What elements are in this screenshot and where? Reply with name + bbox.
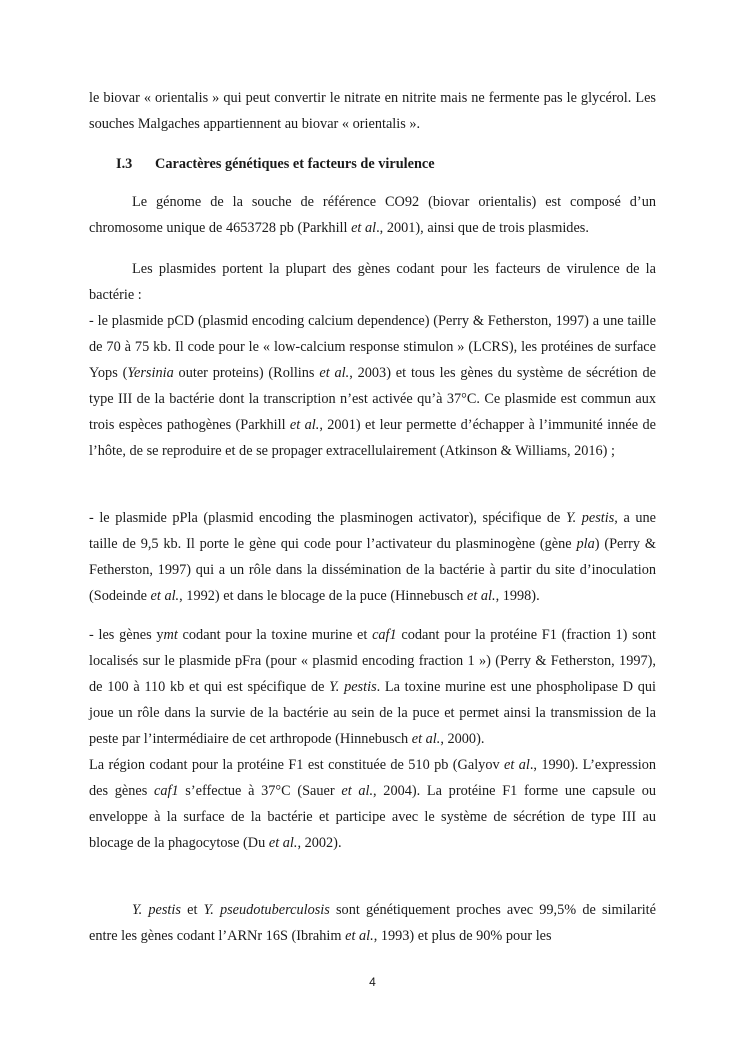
paragraph-biovar-orientalis: le biovar « orientalis » qui peut convertir le nitrate en nitrite mais ne fermente pas le glycérol. Les souches Malgaches appartiennent au biovar « orientalis ». [89,90,656,132]
paragraph-pestis-pseudotuberculosis: Y. pestis et Y. pseudotuberculosis sont génétiquement proches avec 99,5% de similarité entre les gènes codant l’ARNr 16S (Ibrahim et al., 1993) et plus de 90% pour les [89,902,656,944]
paragraph-plasmids-intro: Les plasmides portent la plupart des gènes codant pour les facteurs de virulence de la bactérie : [89,261,656,303]
paragraph-plasmid-pfra: - les gènes ymt codant pour la toxine murine et caf1 codant pour la protéine F1 (fraction 1) sont localisés sur le plasmide pFra (pour « plasmid encoding fraction 1 ») (Perry & Fetherston, 1997), de 100 à 110 kb et qui est spécifique de Y. pestis. La toxine murine est une phospholipase D qui joue un rôle dans la survie de la bactérie au sein de la puce et permet ainsi la transmission de la peste par l’intermédiaire de cet arthropode (Hinnebusch et al., 2000). La région codant pour la protéine F1 est constituée de 510 pb (Galyov et al., 1990). L’expression des gènes caf1 s’effectue à 37°C (Sauer et al., 2004). La protéine F1 forme une capsule ou enveloppe à la surface de la bactérie et participe avec le système de sécrétion de type III au blocage de la phagocytose (Du et al., 2002). [89,627,657,851]
section-heading [116,151,435,177]
paragraph-plasmid-ppla: - le plasmide pPla (plasmid encoding the plasminogen activator), spécifique de Y. pestis, a une taille de 9,5 kb. Il porte le gène qui code pour l’activateur du plasminogène (gène pla) (Perry & Fetherston, 1997) qui a un rôle dans la dissémination de la bactérie à partir du site d’inoculation (Sodeinde et al., 1992) et dans le blocage de la puce (Hinnebusch et al., 1998). [89,510,656,604]
paragraph-genome: Le génome de la souche de référence CO92 (biovar orientalis) est composé d’un chromosome unique de 4653728 pb (Parkhill et al., 2001), ainsi que de trois plasmides. [89,194,656,236]
section-title: Caractères génétiques et facteurs de virulence [155,156,435,172]
paragraph-plasmid-pcd: - le plasmide pCD (plasmid encoding calcium dependence) (Perry & Fetherston, 1997) a une taille de 70 à 75 kb. Il code pour le « low-calcium response stimulon » (LCRS), les protéines de surface Yops (Yersinia outer proteins) (Rollins et al., 2003) et tous les gènes du système de sécrétion de type III de la bactérie dont la transcription n’est activée qu’à 37°C. Ce plasmide est commun aux trois espèces pathogènes (Parkhill et al., 2001) et leur permette d’échapper à l’immunité innée de l’hôte, de se reproduire et de se propager extracellulairement (Atkinson & Williams, 2016) ; [89,313,657,459]
section-number: I.3 [116,156,133,172]
page-number: 4 [369,975,376,989]
